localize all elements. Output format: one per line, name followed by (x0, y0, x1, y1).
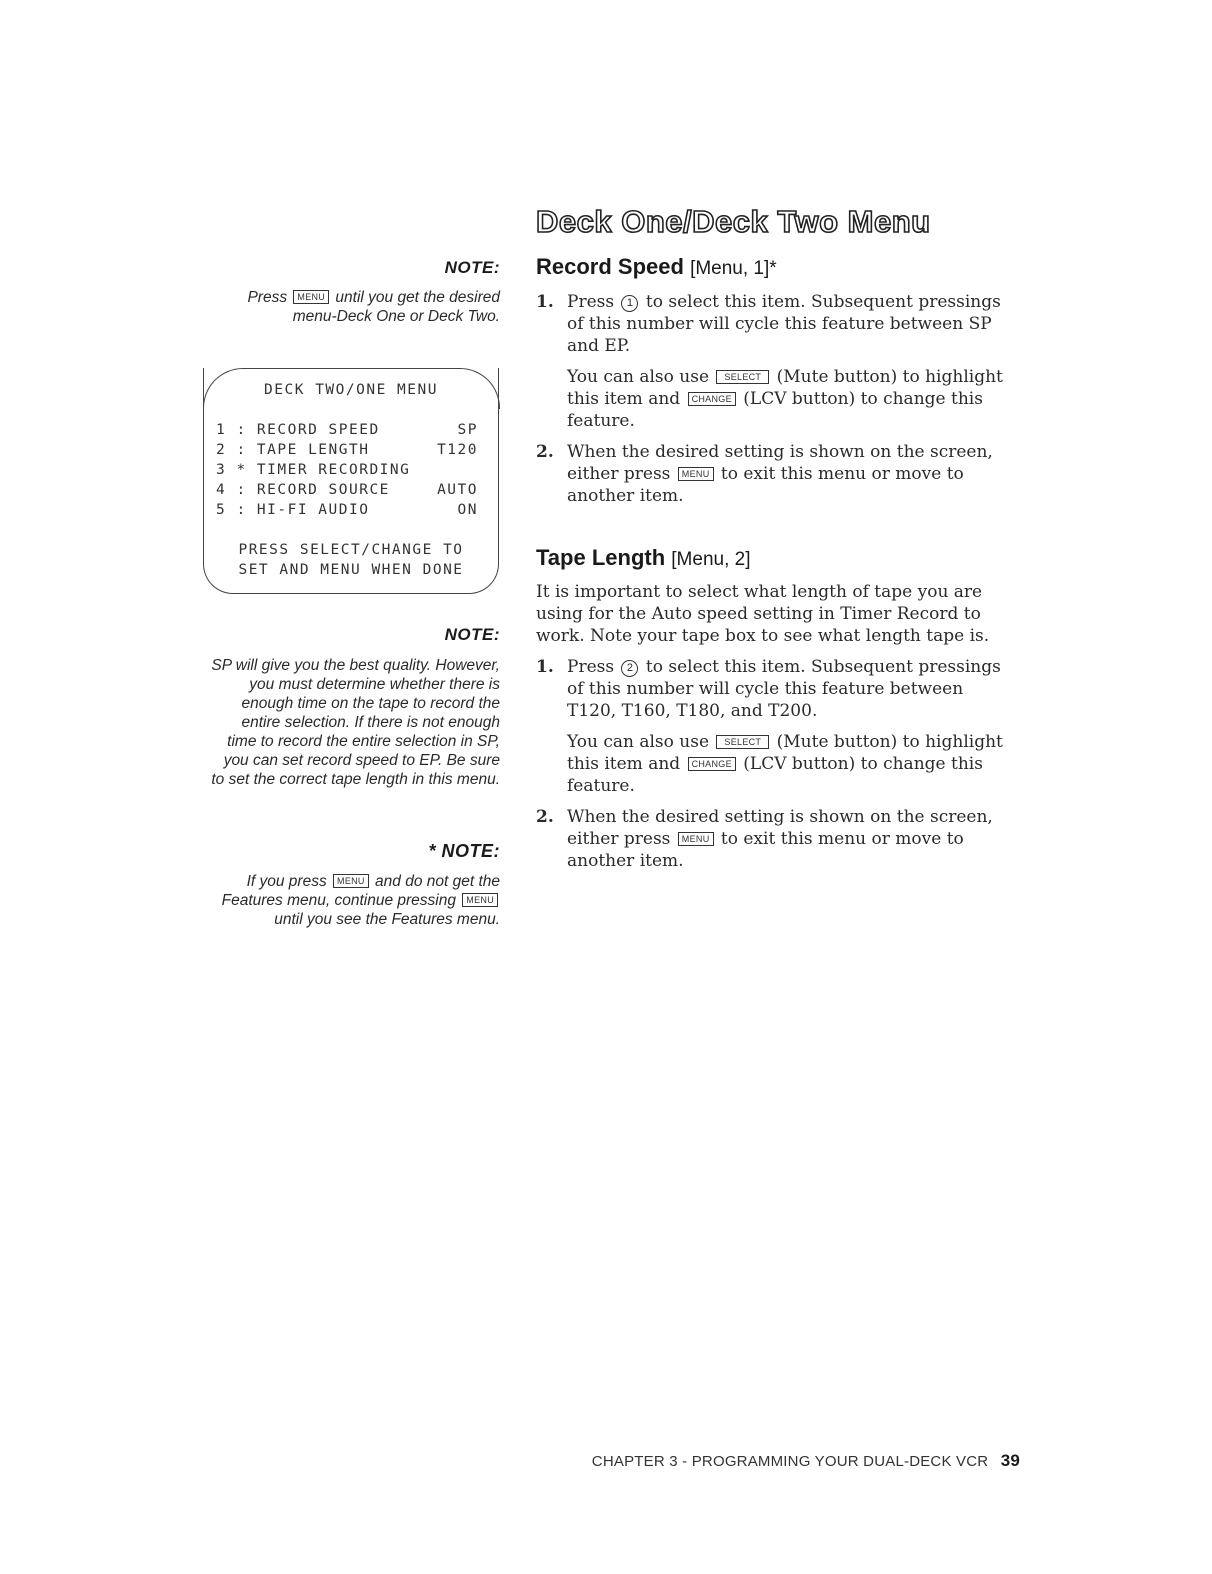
section-title (536, 254, 1016, 280)
menu-key-icon: MENU (678, 467, 714, 481)
number-2-key-icon: 2 (621, 660, 638, 677)
step (536, 441, 1016, 507)
record-speed-section (536, 254, 1016, 507)
onscreen-menu-display (203, 368, 499, 594)
menu-row-value: T120 (437, 442, 478, 458)
menu-row (216, 502, 478, 518)
number-1-key-icon: 1 (621, 295, 638, 312)
change-key-icon: CHANGE (688, 757, 736, 771)
step-number: 1. (536, 292, 554, 312)
para-text: You can also use (567, 367, 710, 387)
step-text: to select this item. Subsequent pressings of this number will cycle this feature between SP and EP. (567, 292, 1001, 356)
step-text: to exit this menu or move to another item. (567, 829, 964, 871)
paragraph (536, 366, 1016, 432)
note-text-part: until you get the desired menu-Deck One or Deck Two. (292, 289, 500, 325)
menu-row (216, 462, 478, 478)
menu-key-icon: MENU (462, 893, 498, 907)
menu-row-value: ON (457, 502, 478, 518)
paragraph (536, 731, 1016, 797)
step (536, 656, 1016, 722)
step-text: to exit this menu or move to another item. (567, 464, 964, 506)
select-key-icon: SELECT (716, 735, 769, 749)
page-title: Deck One/Deck Two Menu (536, 204, 931, 239)
change-key-icon: CHANGE (688, 392, 736, 406)
intro-paragraph: It is important to select what length of tape you are using for the Auto speed setting in Timer Record to work. Note your tape box to see what length tape is. (536, 582, 990, 646)
footer-chapter: CHAPTER 3 - PROGRAMMING YOUR DUAL-DECK VCR (591, 1453, 989, 1470)
para-text: (Mute button) to highlight this item and (567, 732, 1003, 774)
page-footer (592, 1451, 1020, 1471)
select-key-icon: SELECT (716, 370, 769, 384)
note-text-part: Press (247, 289, 288, 306)
menu-key-icon: MENU (333, 874, 369, 888)
menu-row-label: 4 : RECORD SOURCE (216, 482, 390, 498)
step-text: Press (567, 292, 615, 312)
note-text (210, 288, 500, 326)
note-label: * NOTE: (428, 841, 500, 861)
tape-length-section (536, 545, 1016, 872)
note-text-part: If you press (246, 873, 327, 890)
menu-row-label: 5 : HI-FI AUDIO (216, 502, 370, 518)
page-number: 39 (1000, 1451, 1020, 1470)
menu-key-icon: MENU (293, 290, 329, 304)
step (536, 806, 1016, 872)
step-text: When the desired setting is shown on the screen, either press (567, 442, 993, 484)
step-text: When the desired setting is shown on the screen, either press (567, 807, 993, 849)
step-number: 1. (536, 657, 554, 677)
menu-footer: PRESS SELECT/CHANGE TO (238, 542, 464, 558)
step (536, 291, 1016, 357)
para-text: (Mute button) to highlight this item and (567, 367, 1003, 409)
section-subtitle: [Menu, 2] (671, 549, 751, 570)
para-text: (LCV button) to change this feature. (567, 389, 983, 431)
menu-row-value: SP (457, 422, 478, 438)
step-number: 2. (536, 442, 554, 462)
menu-row-label: 1 : RECORD SPEED (216, 422, 380, 438)
menu-row-label: 3 * TIMER RECORDING (216, 462, 411, 478)
menu-row-label: 2 : TAPE LENGTH (216, 442, 370, 458)
section-title-text: Record Speed (536, 254, 684, 279)
step-number: 2. (536, 807, 554, 827)
note-text (200, 872, 500, 929)
section-title (536, 545, 1016, 571)
menu-row-value: AUTO (437, 482, 478, 498)
section-subtitle: [Menu, 1]* (690, 258, 777, 279)
note-text: SP will give you the best quality. However, you must determine whether there is enough time on the tape to record the entire selection. If there is not enough time to record the entire selection in SP, you can set record speed to EP. Be sure to set the correct tape length in this menu. (211, 657, 500, 788)
note-text-part: until you see the Features menu. (274, 911, 500, 928)
para-text: (LCV button) to change this feature. (567, 754, 983, 796)
step-text: Press (567, 657, 615, 677)
menu-title: DECK TWO/ONE MENU (264, 382, 438, 398)
note-text-part: and do not get the Features menu, continue pressing (221, 873, 500, 909)
menu-footer: SET AND MENU WHEN DONE (238, 562, 464, 578)
section-title-text: Tape Length (536, 545, 666, 570)
menu-row (216, 482, 478, 498)
step-text: to select this item. Subsequent pressings of this number will cycle this feature between T120, T160, T180, and T200. (567, 657, 1001, 721)
note-label: NOTE: (444, 625, 500, 644)
note-label: NOTE: (444, 258, 500, 277)
menu-row (216, 442, 478, 458)
para-text: You can also use (567, 732, 710, 752)
menu-key-icon: MENU (678, 832, 714, 846)
menu-row (216, 422, 478, 438)
